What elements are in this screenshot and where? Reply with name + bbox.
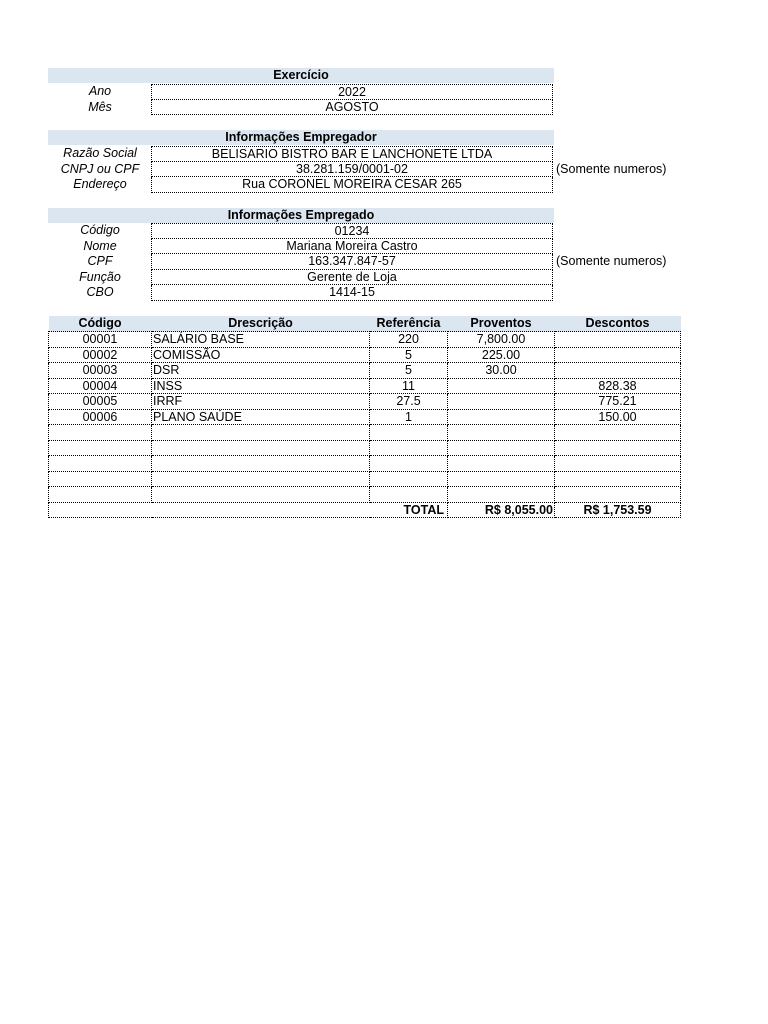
cell-descontos[interactable]	[555, 456, 681, 472]
cell-proventos[interactable]	[448, 440, 555, 456]
total-descontos[interactable]: R$ 1,753.59	[555, 502, 681, 518]
label-razao-social: Razão Social	[63, 146, 137, 160]
field-cnpj-cpf[interactable]: 38.281.159/0001-02	[151, 162, 553, 178]
label-ano: Ano	[88, 84, 112, 98]
cell-referencia[interactable]	[370, 440, 448, 456]
cell-proventos[interactable]	[448, 394, 555, 410]
note-somente-numeros: (Somente numeros)	[556, 161, 667, 176]
note-somente-numeros: (Somente numeros)	[556, 254, 667, 268]
section-header-empregador: Informações Empregador	[48, 130, 554, 145]
cell-descricao[interactable]	[152, 440, 370, 456]
cell-referencia[interactable]: 5	[370, 347, 448, 363]
cell-proventos[interactable]: 225.00	[448, 347, 555, 363]
table-row	[49, 378, 681, 394]
cell-referencia[interactable]: 11	[370, 378, 448, 394]
table-row	[49, 409, 681, 425]
total-row	[49, 502, 681, 518]
label-funcao: Função	[79, 269, 121, 284]
label-codigo: Código	[80, 223, 120, 237]
cell-descricao[interactable]	[152, 487, 370, 503]
table-row	[49, 471, 681, 487]
cell-codigo[interactable]: 00006	[49, 409, 152, 425]
cell-descontos[interactable]	[555, 332, 681, 348]
cell-proventos[interactable]	[448, 409, 555, 425]
cell-descontos[interactable]: 150.00	[555, 409, 681, 425]
table-row	[49, 487, 681, 503]
field-funcao[interactable]: Gerente de Loja	[151, 270, 553, 286]
field-codigo[interactable]: 01234	[151, 223, 553, 239]
table-row	[49, 425, 681, 441]
cell-descontos[interactable]	[555, 347, 681, 363]
cell-referencia[interactable]	[370, 425, 448, 441]
cell-descricao[interactable]: PLANO SAÚDE	[152, 409, 370, 425]
cell-descricao[interactable]: DSR	[152, 363, 370, 379]
field-nome[interactable]: Mariana Moreira Castro	[151, 239, 553, 255]
cell-referencia[interactable]: 5	[370, 363, 448, 379]
cell-codigo[interactable]	[49, 471, 152, 487]
cell-descontos[interactable]: 775.21	[555, 394, 681, 410]
cell-descricao[interactable]: SALÁRIO BASE	[152, 332, 370, 348]
field-cbo[interactable]: 1414-15	[151, 285, 553, 301]
field-razao-social[interactable]: BELISARIO BISTRO BAR E LANCHONETE LTDA	[151, 146, 553, 162]
col-header-descontos: Descontos	[555, 316, 681, 332]
total-spacer	[152, 502, 370, 518]
cell-referencia[interactable]: 1	[370, 409, 448, 425]
total-label: TOTAL	[370, 502, 448, 518]
table-row	[49, 394, 681, 410]
label-mes: Mês	[88, 99, 112, 114]
table-row	[49, 456, 681, 472]
cell-referencia[interactable]	[370, 487, 448, 503]
cell-proventos[interactable]: 7,800.00	[448, 332, 555, 348]
total-proventos[interactable]: R$ 8,055.00	[448, 502, 555, 518]
table-row	[49, 332, 681, 348]
total-spacer	[49, 502, 152, 518]
field-endereco[interactable]: Rua CORONEL MOREIRA CESAR 265	[151, 177, 553, 193]
cell-proventos[interactable]	[448, 471, 555, 487]
cell-descontos[interactable]	[555, 440, 681, 456]
cell-codigo[interactable]: 00002	[49, 347, 152, 363]
cell-descricao[interactable]: INSS	[152, 378, 370, 394]
table-header-row	[49, 316, 681, 332]
col-header-referencia: Referência	[370, 316, 448, 332]
cell-descricao[interactable]	[152, 456, 370, 472]
label-nome: Nome	[83, 238, 117, 253]
cell-codigo[interactable]: 00005	[49, 394, 152, 410]
cell-proventos[interactable]	[448, 456, 555, 472]
cell-descontos[interactable]	[555, 471, 681, 487]
cell-descontos[interactable]	[555, 363, 681, 379]
col-header-descricao: Drescrição	[152, 316, 370, 332]
cell-proventos[interactable]	[448, 425, 555, 441]
section-header-exercicio: Exercício	[48, 68, 554, 83]
table-row	[49, 363, 681, 379]
payroll-table	[48, 316, 681, 518]
field-cpf[interactable]: 163.347.847-57	[151, 254, 553, 270]
label-cnpj-cpf: CNPJ ou CPF	[60, 161, 140, 176]
table-row	[49, 347, 681, 363]
cell-codigo[interactable]: 00003	[49, 363, 152, 379]
cell-referencia[interactable]	[370, 456, 448, 472]
cell-proventos[interactable]	[448, 487, 555, 503]
cell-descontos[interactable]	[555, 425, 681, 441]
cell-codigo[interactable]: 00001	[49, 332, 152, 348]
field-ano[interactable]: 2022	[151, 84, 553, 100]
table-body	[49, 332, 681, 503]
col-header-codigo: Código	[49, 316, 152, 332]
col-header-proventos: Proventos	[448, 316, 555, 332]
table-row	[49, 440, 681, 456]
label-endereco: Endereço	[73, 177, 127, 191]
cell-descricao[interactable]	[152, 471, 370, 487]
cell-referencia[interactable]	[370, 471, 448, 487]
cell-codigo[interactable]	[49, 425, 152, 441]
cell-codigo[interactable]	[49, 487, 152, 503]
cell-descricao[interactable]	[152, 425, 370, 441]
cell-proventos[interactable]	[448, 378, 555, 394]
cell-descricao[interactable]: IRRF	[152, 394, 370, 410]
cell-descricao[interactable]: COMISSÃO	[152, 347, 370, 363]
label-cpf: CPF	[87, 254, 113, 268]
cell-descontos[interactable]: 828.38	[555, 378, 681, 394]
cell-proventos[interactable]: 30.00	[448, 363, 555, 379]
cell-codigo[interactable]: 00004	[49, 378, 152, 394]
cell-codigo[interactable]	[49, 456, 152, 472]
cell-codigo[interactable]	[49, 440, 152, 456]
cell-referencia[interactable]: 220	[370, 332, 448, 348]
cell-referencia[interactable]: 27.5	[370, 394, 448, 410]
field-mes[interactable]: AGOSTO	[151, 100, 553, 116]
label-cbo: CBO	[86, 285, 114, 299]
cell-descontos[interactable]	[555, 487, 681, 503]
section-header-empregado: Informações Empregado	[48, 208, 554, 223]
